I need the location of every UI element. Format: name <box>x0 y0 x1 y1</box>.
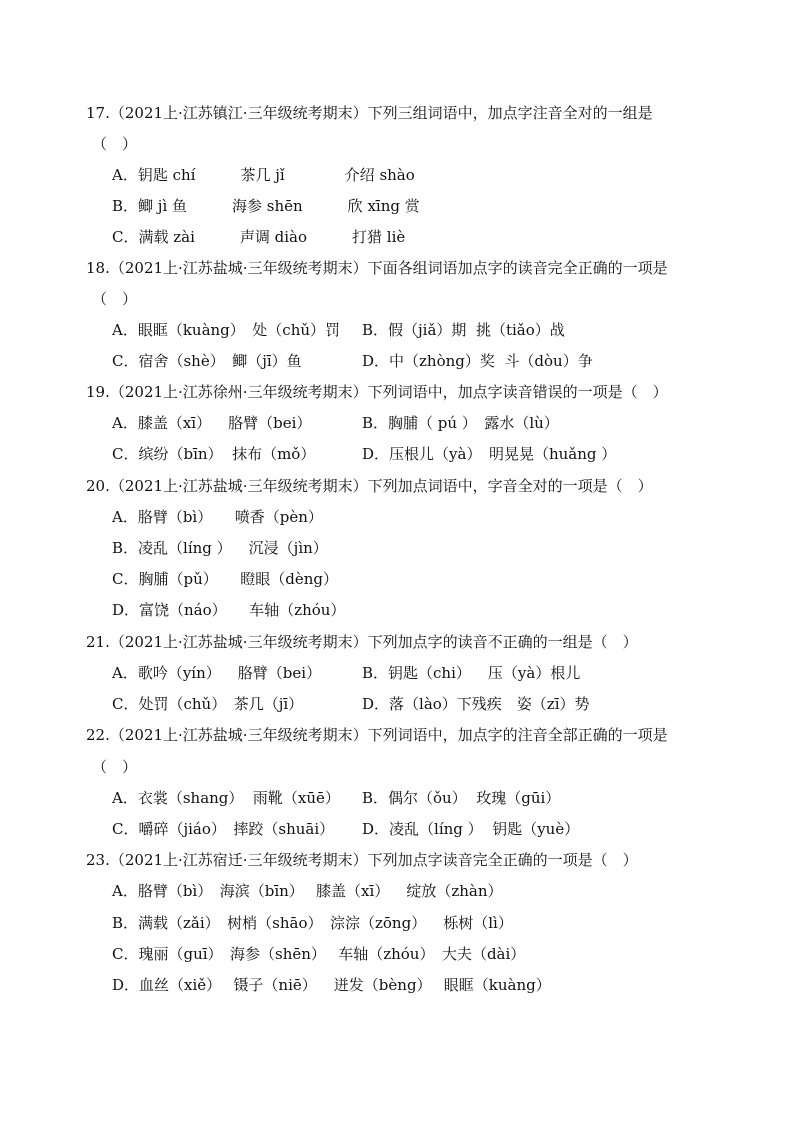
question-21-stem: 21.（2021上·江苏盐城·三年级统考期末）下列加点字的读音不正确的一组是（ ） <box>86 633 638 651</box>
question-17-blank: （ ） <box>92 135 138 153</box>
question-21-option-b: B．钥匙（chi） 压（yà）根儿 <box>362 664 581 682</box>
question-21-option-d: D．落（lào）下残疾 姿（zī）势 <box>362 695 590 713</box>
question-22-option-b: B．偶尔（ǒu） 玫瑰（gūi） <box>362 789 561 807</box>
question-20-option-b: B．凌乱（líng ） 沉浸（jìn） <box>112 539 328 557</box>
question-20-stem: 20.（2021上·江苏盐城·三年级统考期末）下列加点词语中，字音全对的一项是（ ） <box>86 477 653 495</box>
question-19-option-c: C．缤纷（bīn） 抹布（mǒ） <box>112 445 316 463</box>
question-18-option-b: B．假（jiǎ）期 挑（tiǎo）战 <box>362 321 565 339</box>
question-19-option-a: A．膝盖（xī） 胳臂（bei） <box>112 414 312 432</box>
question-17-option-c: C．满载 zài 声调 diào 打猎 liè <box>112 228 406 246</box>
question-17-option-a: A．钥匙 chí 茶几 jǐ 介绍 shào <box>112 166 415 184</box>
question-18-stem: 18.（2021上·江苏盐城·三年级统考期末）下面各组词语加点字的读音完全正确的一项是 <box>86 259 668 277</box>
question-17-stem: 17.（2021上·江苏镇江·三年级统考期末）下列三组词语中，加点字注音全对的一组是 <box>86 104 653 122</box>
question-20-option-c: C．胸脯（pǔ） 瞪眼（dèng） <box>112 570 338 588</box>
question-23-option-c: C．瑰丽（guī） 海参（shēn） 车轴（zhóu） 大夫（dài） <box>112 945 526 963</box>
question-18-option-d: D．中（zhòng）奖 斗（dòu）争 <box>362 352 593 370</box>
question-22-stem: 22.（2021上·江苏盐城·三年级统考期末）下列词语中，加点字的注音全部正确的一项是 <box>86 726 668 744</box>
question-22-option-d: D．凌乱（líng ） 钥匙（yuè） <box>362 820 580 838</box>
question-19-option-d: D．压根儿（yà） 明晃晃（huǎng ） <box>362 445 617 463</box>
question-19-stem: 19.（2021上·江苏徐州·三年级统考期末）下列词语中，加点字读音错误的一项是（ ） <box>86 383 668 401</box>
question-20-option-a: A．胳臂（bì） 喷香（pèn） <box>112 508 323 526</box>
question-21-option-c: C．处罚（chǔ） 茶几（jī） <box>112 695 304 713</box>
question-18-blank: （ ） <box>92 290 138 308</box>
question-20-option-d: D．富饶（náo） 车轴（zhóu） <box>112 601 346 619</box>
question-18-option-a: A．眼眶（kuàng） 处（chǔ）罚 <box>112 321 341 339</box>
question-22-blank: （ ） <box>92 758 138 776</box>
question-22-option-c: C．嚼碎（jiáo） 摔跤（shuāi） <box>112 820 335 838</box>
question-18-option-c: C．宿舍（shè） 鲫（jī）鱼 <box>112 352 302 370</box>
question-23-stem: 23.（2021上·江苏宿迁·三年级统考期末）下列加点字读音完全正确的一项是（ ） <box>86 851 638 869</box>
question-19-option-b: B．胸脯（ pú ） 露水（lù） <box>362 414 559 432</box>
question-23-option-b: B．满载（zǎi） 树梢（shāo） 淙淙（zōng） 栎树（lì） <box>112 914 513 932</box>
question-23-option-a: A．胳臂（bì） 海滨（bīn） 膝盖（xī） 绽放（zhàn） <box>112 882 503 900</box>
question-22-option-a: A．衣裳（shang） 雨靴（xūē） <box>112 789 340 807</box>
question-21-option-a: A．歌吟（yín） 胳臂（bei） <box>112 664 322 682</box>
question-17-option-b: B．鲫 jì 鱼 海参 shēn 欣 xīng 赏 <box>112 197 420 215</box>
question-23-option-d: D．血丝（xiě） 镊子（niē） 迸发（bèng） 眼眶（kuàng） <box>112 976 551 994</box>
